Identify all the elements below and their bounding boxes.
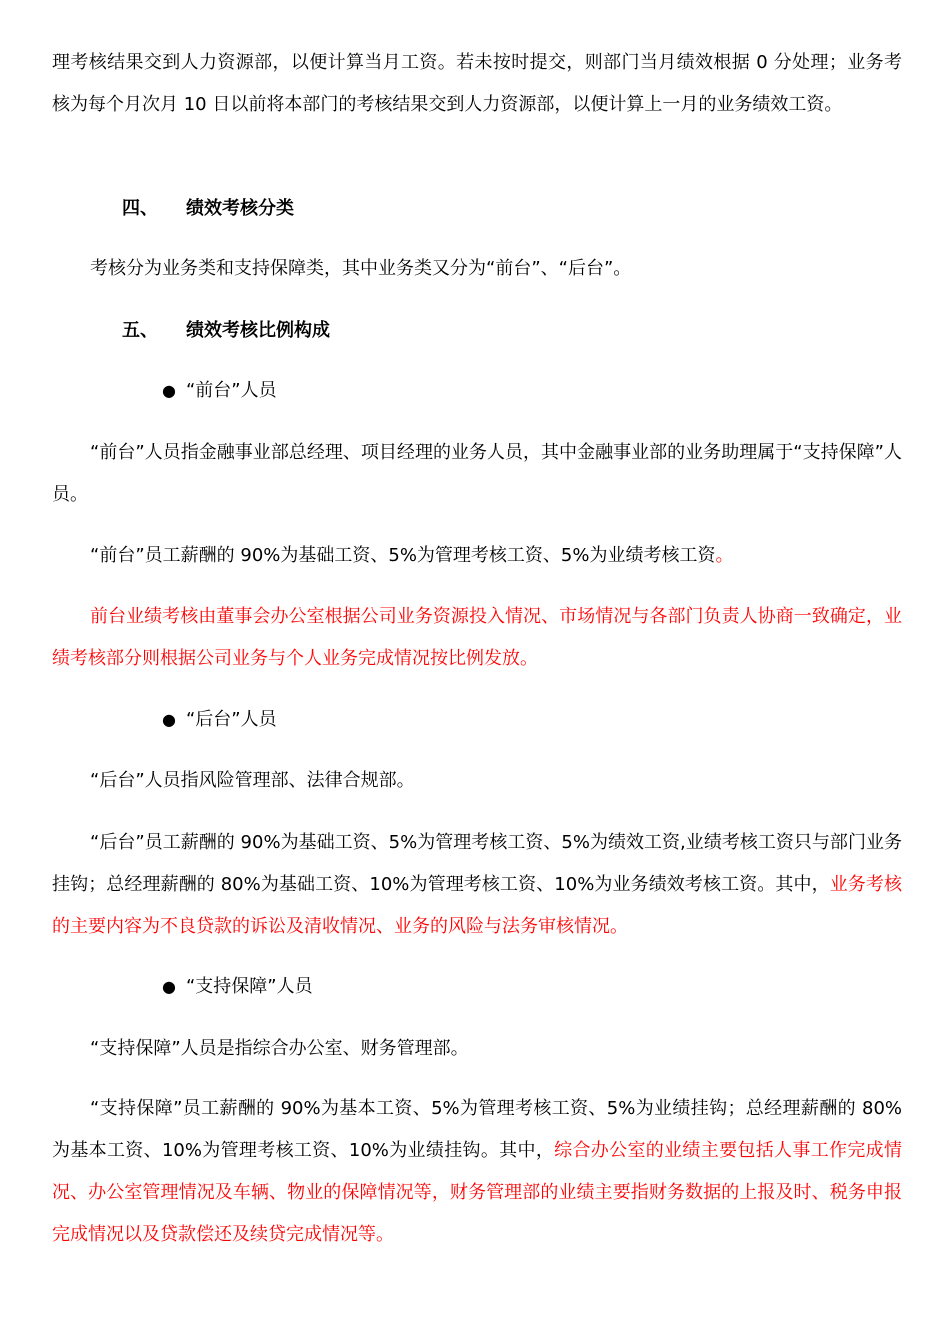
section-number: 四、 bbox=[122, 198, 158, 219]
highlight-text: 业务考核的主要内容为不良贷款的诉讼及清收情况、业务的风险与法务审核情况。 bbox=[52, 874, 902, 937]
bullet-label: “支持保障”人员 bbox=[185, 976, 313, 997]
bullet-dot-icon: ● bbox=[162, 977, 176, 996]
bullet-support bbox=[162, 966, 313, 1008]
bullet-label: “前台”人员 bbox=[185, 380, 277, 401]
salary-text: “后台”员工薪酬的 90%为基础工资、5%为管理考核工资、5%为绩效工资,业绩考核工资只与部门业务挂钩；总经理薪酬的 80%为基础工资、10%为管理考核工资、10%为业务绩效考核工资。其中， bbox=[52, 832, 902, 895]
paragraph-front-office-assessment: 前台业绩考核由董事会办公室根据公司业务资源投入情况、市场情况与各部门负责人协商一致确定，业绩考核部分则根据公司业务与个人业务完成情况按比例发放。 bbox=[52, 606, 902, 669]
bullet-dot-icon: ● bbox=[162, 710, 176, 729]
salary-text: “前台”员工薪酬的 90%为基础工资、5%为管理考核工资、5%为业绩考核工资 bbox=[90, 545, 716, 566]
section-heading-5 bbox=[122, 310, 330, 352]
salary-text: “支持保障”员工薪酬的 90%为基本工资、5%为管理考核工资、5%为业绩挂钩；总经理薪酬的 80%为基本工资、10%为管理考核工资、10%为业绩挂钩。其中， bbox=[52, 1098, 902, 1161]
bullet-dot-icon: ● bbox=[162, 381, 176, 400]
bullet-front-office bbox=[162, 370, 277, 412]
paragraph-support-salary bbox=[52, 1088, 902, 1256]
paragraph-front-office-salary bbox=[52, 535, 902, 577]
bullet-label: “后台”人员 bbox=[185, 709, 277, 730]
highlight-text: 。 bbox=[715, 545, 734, 566]
bullet-back-office bbox=[162, 699, 277, 741]
paragraph-back-office-definition: “后台”人员指风险管理部、法律合规部。 bbox=[90, 770, 415, 791]
paragraph-back-office-salary bbox=[52, 822, 902, 948]
paragraph-front-office-definition: “前台”人员指金融事业部总经理、项目经理的业务人员，其中金融事业部的业务助理属于“支持保障”人员。 bbox=[52, 442, 902, 505]
section-title: 绩效考核比例构成 bbox=[186, 320, 330, 341]
paragraph-classification: 考核分为业务类和支持保障类，其中业务类又分为“前台”、“后台”。 bbox=[90, 258, 632, 279]
highlight-text: 综合办公室的业绩主要包括人事工作完成情况、办公室管理情况及车辆、物业的保障情况等，财务管理部的业绩主要指财务数据的上报及时、税务申报完成情况以及贷款偿还及续贷完成情况等。 bbox=[52, 1140, 903, 1245]
paragraph-support-definition: “支持保障”人员是指综合办公室、财务管理部。 bbox=[90, 1038, 469, 1059]
section-heading-4 bbox=[122, 188, 294, 230]
section-number: 五、 bbox=[122, 320, 158, 341]
section-title: 绩效考核分类 bbox=[186, 198, 294, 219]
paragraph-submission-deadline: 理考核结果交到人力资源部，以便计算当月工资。若未按时提交，则部门当月绩效根据 0 分处理；业务考核为每个月次月 10 日以前将本部门的考核结果交到人力资源部，以便计算上一月的业务绩效工资。 bbox=[52, 52, 902, 115]
